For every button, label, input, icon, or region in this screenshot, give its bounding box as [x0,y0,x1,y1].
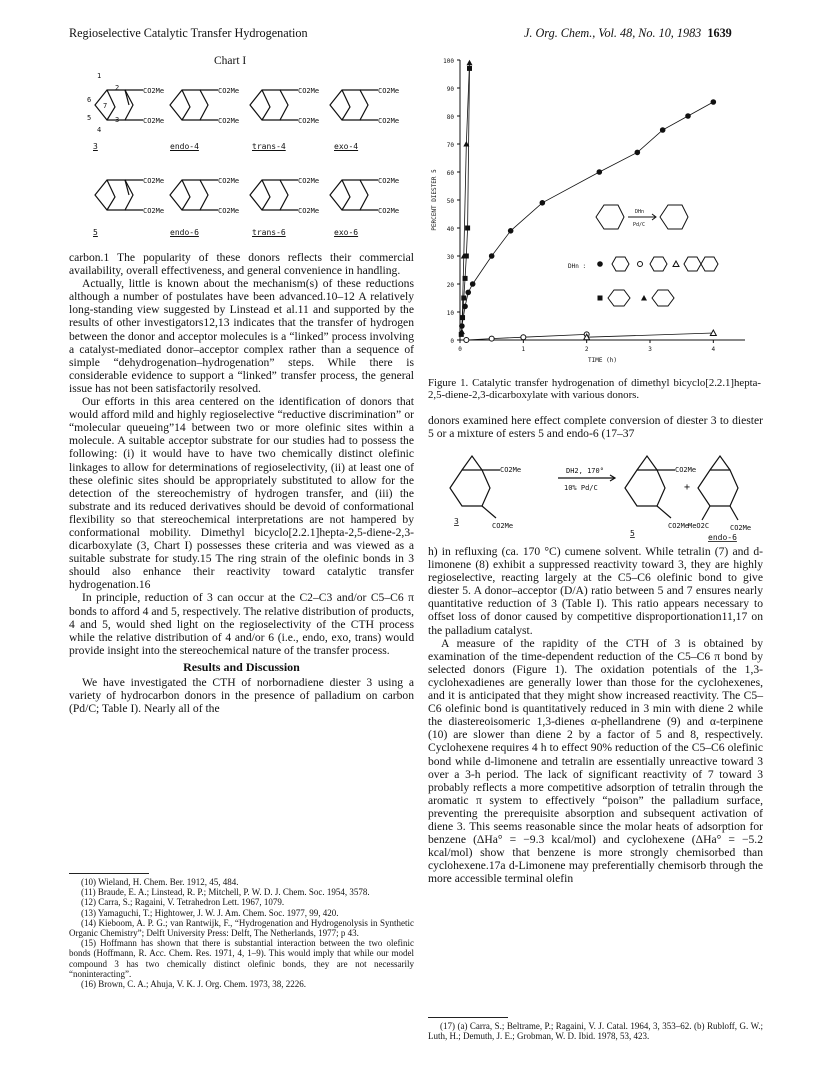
journal-name: J. Org. Chem., Vol. 48, No. 10, 1983 [524,26,702,40]
y-tick-label: 20 [446,282,454,289]
paragraph: A measure of the rapidity of the CTH of 3 is obtained by examination of the time-dependent reduction of the C5–C6 π bond by selected donors (Figure 1). The oxidation potentials of the 1,3-cyclohexadienes are generally lower than those for the cyclohexenes, and it is anticipated that they might show increased reactivity. The C5–C6 olefinic bond is quantitatively reduced in 3 min with diene 2 while the diastereoisomeric 1,3-dienes α-phellandrene (9) and α-terpinene (10) are slower than diene 2 by a factor of 5 and 8, respectively. Cyclohexene requires 4 h to effect 90% reduction of the C5–C6 olefinic bond while d-limonene and tetralin are essentially unreactive toward 3 over a 3-h period. The lack of significant reactivity of 7 toward 3 probably reflects a more competitive adsorption of tetralin through the aromatic π system to effectively “poison” the palladium surface, preventing the prerequisite absorption and subsequent activation of diene 3. This seems reasonable since the molar heats of adsorption for benzene (ΔHa° = −9.3 kcal/mol) and cyclohexene (ΔHa° = −5.2 kcal/mol) show that benzene is more strongly chemisorbed than cyclohexene.17a d-Limonene may preferentially chemisorb through the more accessible terminal olefin [428,636,763,886]
data-point-open-circle [521,335,526,340]
compound-label: trans-6 [252,228,286,237]
data-point-filled-triangle [467,60,473,66]
data-point-filled-circle [597,261,603,267]
substituent-label: CO2Me [492,522,514,530]
y-tick-label: 10 [446,310,454,317]
legend-cyclohexene [650,257,667,271]
y-tick-label: 0 [450,338,454,345]
footnote: (15) Hoffmann has shown that there is substantial interaction between the two olefinic bonds (Hoffmann, R. Acc. Chem. Res. 1971, 4, 1–9). This would imply that while our model compound 3 has two chemically distinct olefinic bonds, they are not necessarily “noninteracting”. [69,938,414,979]
right-footnotes [428,1021,763,1041]
data-point-filled-circle [489,253,495,259]
compound-label: trans-4 [252,142,286,151]
substituent-label: CO2Me [218,117,240,125]
inset-donor-label: DHn [635,209,645,215]
compound-label: 5 [93,228,98,237]
footnote: (17) (a) Carra, S.; Beltrame, P.; Ragaini, V. J. Catal. 1964, 3, 353–62. (b) Rubloff, G. W.; Luth, H.; Demuth, J. E.; Grobman, W. D. Ibid. 1978, 53, 423. [428,1021,763,1042]
inset-catalyst-label: Pd/C [633,222,646,228]
substituent-label: CO2Me [298,117,320,125]
substituent-label: CO2Me [730,524,752,532]
right-column-body [428,545,763,885]
substituent-label: CO2Me [143,177,165,185]
y-tick-label: 40 [446,226,454,233]
substituent-label: CO2Me [143,87,165,95]
y-tick-label: 70 [446,142,454,149]
y-tick-label: 80 [446,114,454,121]
data-point-filled-circle [597,169,603,175]
x-tick-label: 4 [711,346,716,353]
legend-label: DHn : [568,263,587,270]
substituent-label: CO2Me [668,522,690,530]
footnote-rule [69,873,149,874]
paragraph: donors examined here effect complete conversion of diester 3 to diester 5 or a mixture of esters 5 and endo-6 (17–37 [428,414,763,441]
atom-number: 2 [115,84,120,92]
data-point-open-triangle [673,261,679,267]
footnote: (16) Brown, C. A.; Ahuja, V. K. J. Org. Chem. 1973, 38, 2226. [81,979,307,990]
journal-citation [524,26,732,41]
footnote: (13) Yamaguchi, T.; Hightower, J. W. J. Am. Chem. Soc. 1977, 99, 420. [81,907,339,918]
atom-number: 5 [87,114,92,122]
y-axis-label: PERCENT DIESTER 5 [431,169,438,231]
figure-caption: Figure 1. Catalytic transfer hydrogenation of dimethyl bicyclo[2.2.1]hepta-2,5-diene-2,3-dicarboxylate with various donors. [428,377,761,402]
data-point-filled-circle [465,290,471,296]
atom-number: 4 [97,126,102,134]
substituent-label: CO2Me [218,177,240,185]
left-column [69,251,414,715]
figure1-plot [428,52,763,372]
data-point-filled-square [598,296,603,301]
atom-number: 7 [103,102,108,110]
compound-label: 3 [93,142,98,151]
substituent-label: CO2Me [143,117,165,125]
compound-label: 5 [630,529,635,538]
data-point-filled-triangle [641,295,647,301]
y-tick-label: 100 [443,58,454,65]
data-point-open-circle [464,338,469,343]
atom-number: 3 [115,116,120,124]
chart-title: Chart I [214,55,247,67]
footnote: (11) Braude, E. A.; Linstead, R. P.; Mitchell, P. W. D. J. Chem. Soc. 1954, 3578. [81,887,370,898]
y-tick-label: 90 [446,86,454,93]
inset-reactant [596,205,624,229]
reagent-top: DH2, 170° [566,467,604,475]
inset-scheme [596,205,718,306]
paragraph: carbon.1 The popularity of these donors reflects their commercial availability, overall effectiveness, and general convenience in handling. [69,251,414,278]
paragraph: Our efforts in this area centered on the identification of donors that would afford mild and highly regioselective “reductive discrimination” or “molecular queueing”14 between two or more olefinic sites within a molecule. A suitable acceptor substrate for our studies had to possess the following: (i) it would have to have two chemically distinct olefinic linkages to allow for determinations of regioselectivity, (ii) at least one of these olefinic sites should be appropriately substituted to allow for the detection of the stereochemistry of hydrogen transfer, and (iii) the substrate and its reduced derivatives should be devoid of conformational flexibility so that stereochemical interpretations are not hampered by conformational mobility. Dimethyl bicyclo[2.2.1]hepta-2,5-diene-2,3-dicarboxylate (3, Chart I) possesses these criteria and was viewed as a suitable substrate for study.15 The ring strain of the olefinic bonds in 3 should also enhance their reactivity toward catalytic transfer hydrogenation.16 [69,395,414,592]
substituent-label: CO2Me [378,177,400,185]
footnote: (10) Wieland, H. Chem. Ber. 1912, 45, 484. [81,877,239,887]
substituent-label: CO2Me [378,87,400,95]
reagent-bottom: 10% Pd/C [564,484,598,492]
paragraph: h) in refluxing (ca. 170 °C) cumene solvent. While tetralin (7) and d-limonene (8) exhibit a suppressed reactivity toward 3, they are highly regioselective, reacting largely at the C5–C6 olefinic bond to give diester 5. A donor–acceptor (D/A) ratio between 5 and 7 ensures nearly quantitative reduction of 3 (Table I). This ratio appears necessary to offset loss of donor caused by competitive disproportionation11,17 on the palladium catalyst. [428,545,763,637]
data-point-filled-circle [711,99,717,105]
data-point-filled-circle [470,281,476,287]
data-point-filled-circle [635,150,641,156]
data-point-filled-circle [508,228,514,234]
substituent-label: CO2Me [218,87,240,95]
compound-label: endo-4 [170,142,199,151]
data-point-filled-square [465,226,470,231]
paragraph: Actually, little is known about the mechanism(s) of these reductions although a number of postulates have been advanced.10–12 A relatively long-standing view suggested by Linstead et al.11 and supported by the results of other investigators12,13 indicates that the transfer of hydrogen between the donor and acceptor molecules is a “linked” process involving a catalyst-mediated donor–acceptor complex rather than a sequence of simple “dehydrogenation–hydrogenation” steps. While there is considerable evidence to support a “linked” transfer process, the general issue has not been satisfactorily resolved. [69,277,414,395]
atom-number: 1 [97,72,102,80]
substituent-label: CO2Me [298,207,320,215]
legend-phellandrene [608,290,630,306]
data-point-open-circle [638,262,643,267]
compound-label: 3 [454,517,459,526]
substituent-label: CO2Me [378,207,400,215]
inset-product [660,205,688,229]
substituent-label: CO2Me [298,87,320,95]
left-footnotes [69,877,414,989]
data-point-open-circle [489,336,494,341]
substituent-label: CO2Me [675,466,697,474]
page-number: 1639 [707,26,732,40]
substituent-label: CO2Me [143,207,165,215]
compound-label: exo-6 [334,228,359,237]
x-tick-label: 2 [584,346,589,353]
footnote-rule [428,1017,508,1018]
chart1-structures [75,70,415,245]
x-tick-label: 0 [458,346,462,353]
y-tick-label: 50 [446,198,454,205]
atom-number: 6 [87,96,92,104]
series-line [587,333,714,337]
substituent-label: CO2Me [298,177,320,185]
y-tick-label: 30 [446,254,454,261]
compound-label: exo-4 [334,142,359,151]
compound-label: endo-6 [170,228,199,237]
footnote: (14) Kieboom, A. P. G.; van Rantwijk, F., “Hydrogenation and Hydrogenolysis in Synthetic Organic Chemistry”; Delft University Press: Delft, The Netherlands, 1977; p 43. [69,917,414,939]
x-axis-label: TIME (h) [588,357,617,364]
right-column-top [428,414,763,440]
legend-terpinene [652,290,674,306]
section-heading: Results and Discussion [183,659,300,674]
data-point-filled-circle [540,200,546,206]
legend-cyclohexadiene [612,257,629,271]
substituent-label: CO2Me [378,117,400,125]
legend-tetralin [684,257,718,271]
y-tick-label: 60 [446,170,454,177]
substituent-label: CO2Me [500,466,522,474]
data-point-filled-circle [685,113,691,119]
data-point-filled-square [461,296,466,301]
compound-label: endo-6 [708,533,737,542]
data-point-filled-circle [660,127,666,133]
footnote: (12) Carra, S.; Ragaini, V. Tetrahedron Lett. 1967, 1079. [81,897,285,908]
series-line [466,334,586,340]
x-tick-label: 1 [521,346,526,353]
meo2c-label: MeO2C [688,522,710,530]
running-head: Regioselective Catalytic Transfer Hydrogenation [69,26,308,40]
substituent-label: CO2Me [218,207,240,215]
paragraph: In principle, reduction of 3 can occur at the C2–C3 and/or C5–C6 π bonds to afford 4 and 5, respectively. The relative distribution of products, 4 and 5, would shed light on the regioselectivity of the CTH process while the relative distribution of 4 and/or 6 (i.e., endo, exo, trans) would provide insight into the stereochemical nature of the transfer process. [69,591,414,657]
reaction-scheme [440,448,760,543]
series-line [462,102,713,326]
plus-sign: + [684,482,691,493]
paragraph: We have investigated the CTH of norbornadiene diester 3 using a variety of hydrocarbon donors in the presence of palladium on carbon (Pd/C; Table I). Nearly all of the [69,676,414,716]
x-tick-label: 3 [648,346,652,353]
